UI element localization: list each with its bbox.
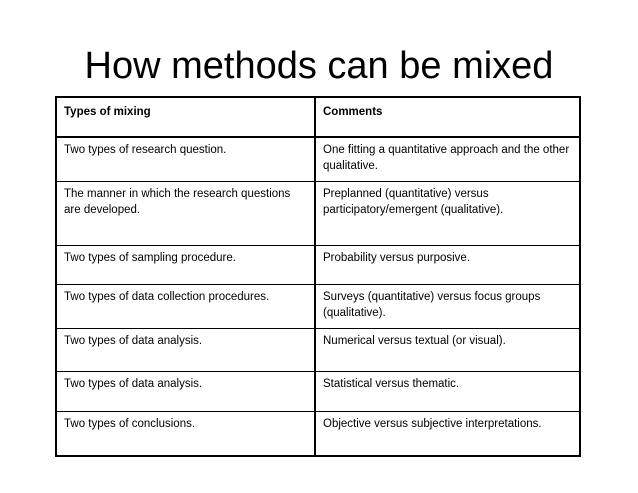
table-cell-type: Two types of data analysis. — [56, 328, 315, 371]
table-row — [56, 181, 580, 245]
table-row — [56, 411, 580, 456]
table-cell-comment: Numerical versus textual (or visual). — [315, 328, 580, 371]
table-cell-type: Two types of data analysis. — [56, 371, 315, 411]
table-cell-type: Two types of conclusions. — [56, 411, 315, 456]
table-row — [56, 371, 580, 411]
table-cell-comment: Surveys (quantitative) versus focus groups (qualitative). — [315, 284, 580, 328]
table-row — [56, 137, 580, 181]
table-cell-comment: Statistical versus thematic. — [315, 371, 580, 411]
table-cell-type: Two types of sampling procedure. — [56, 245, 315, 284]
slide-title: How methods can be mixed — [84, 45, 554, 87]
header-types-of-mixing: Types of mixing — [56, 97, 315, 137]
mixing-methods-table — [55, 96, 581, 457]
table-row — [56, 328, 580, 371]
table-header-row — [56, 97, 580, 137]
table-row — [56, 245, 580, 284]
header-comments: Comments — [315, 97, 580, 137]
table-cell-type: The manner in which the research questions are developed. — [56, 181, 315, 245]
table-cell-type: Two types of data collection procedures. — [56, 284, 315, 328]
table-row — [56, 284, 580, 328]
table-cell-type: Two types of research question. — [56, 137, 315, 181]
table-cell-comment: Preplanned (quantitative) versus participatory/emergent (qualitative). — [315, 181, 580, 245]
table-cell-comment: One fitting a quantitative approach and the other qualitative. — [315, 137, 580, 181]
table-cell-comment: Objective versus subjective interpretations. — [315, 411, 580, 456]
table-cell-comment: Probability versus purposive. — [315, 245, 580, 284]
